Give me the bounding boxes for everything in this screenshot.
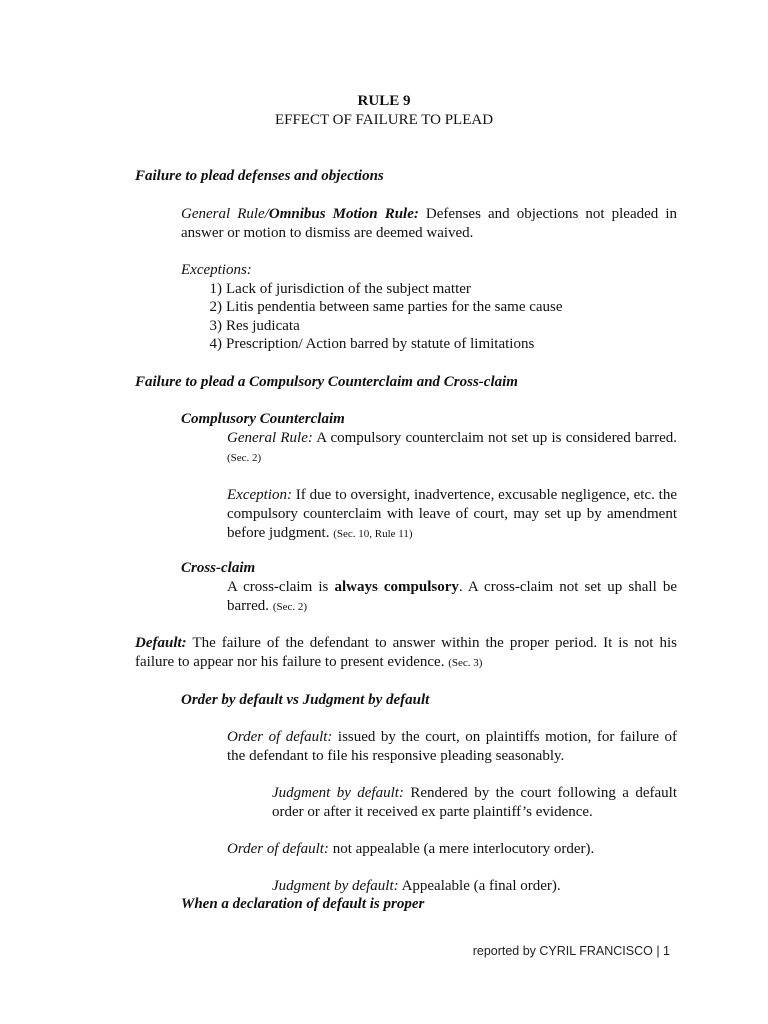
when-default-proper-heading: When a declaration of default is proper [181,896,425,912]
rule-subtitle: EFFECT OF FAILURE TO PLEAD [274,112,494,128]
section-heading-defenses: Failure to plead defenses and objections [135,168,384,184]
exception-number: 2) [209,299,222,315]
exception-text: Res judicata [226,318,300,334]
order-label: Order of default: [227,729,333,745]
exception-text: Prescription/ Action barred by statute of limitations [226,336,535,352]
default-ref: (Sec. 3) [448,657,483,669]
cc-exception-text: If due to oversight, inadvertence, excusable negligence, etc. the compulsory counterclaim with leave of court, may set up by amendment before judgment. [227,487,677,541]
counterclaim-exception [227,486,677,544]
exception-text: Litis pendentia between same parties for the same cause [226,299,563,315]
judgment2-label: Judgment by default: [272,878,399,894]
order2-text: not appealable (a mere interlocutory order). [328,841,595,857]
exception-text: Lack of jurisdiction of the subject matter [226,281,471,297]
exception-number: 1) [209,281,222,297]
page-footer: reported by CYRIL FRANCISCO | 1 [472,944,670,958]
exceptions-label: Exceptions: [181,262,252,278]
cross-text-b: . A cross-claim not set up shall be barred. [227,579,677,614]
default-paragraph [135,634,677,673]
cc-exception-label: Exception: [227,487,292,503]
judgment-label: Judgment by default: [272,785,404,801]
default-label: Default: [135,635,187,651]
judgment2-text: Appealable (a final order). [398,878,561,894]
cross-ref: (Sec. 2) [272,601,308,613]
order-of-default-paragraph [227,728,677,766]
judgment-text: Rendered by the court following a default order or after it received ex parte plaintiff’s evidence. [272,785,677,820]
cross-claim-heading: Cross-claim [181,560,256,576]
rule-title: RULE 9 [357,93,411,109]
default-text: The failure of the defendant to answer within the proper period. It is not his failure to appear nor his failure to present evidence. [135,635,677,670]
section-heading-counterclaim: Failure to plead a Compulsory Counterclaim and Cross-claim [135,374,518,390]
cross-text-a: A cross-claim is [227,579,335,595]
cross-text-bold: always compulsory [334,579,459,595]
cross-claim-paragraph [227,578,677,617]
general-rule-paragraph [181,205,677,243]
judgment-by-default-appeal [272,877,677,896]
general-rule-text: Defenses and objections not pleaded in answer or motion to dismiss are deemed waived. [181,206,678,241]
order-text: issued by the court, on plaintiffs motion, for failure of the defendant to file his responsive pleading seasonably. [227,729,677,764]
omnibus-label: Omnibus Motion Rule: [268,206,419,222]
cc-general-ref: (Sec. 2) [227,452,262,464]
judgment-by-default-paragraph [272,784,677,822]
order-of-default-appeal [227,840,677,859]
counterclaim-general-rule [227,429,677,468]
cc-exception-ref: (Sec. 10, Rule 11) [333,528,413,540]
exception-number: 4) [209,336,222,352]
exception-number: 3) [209,318,222,334]
order-vs-judgment-heading: Order by default vs Judgment by default [181,692,430,708]
general-rule-label: General Rule/ [181,206,269,222]
cc-general-label: General Rule: [227,430,313,446]
cc-general-text: A compulsory counterclaim not set up is considered barred. [312,430,677,446]
compulsory-counterclaim-heading: Complusory Counterclaim [181,411,345,427]
order2-label: Order of default: [227,841,329,857]
